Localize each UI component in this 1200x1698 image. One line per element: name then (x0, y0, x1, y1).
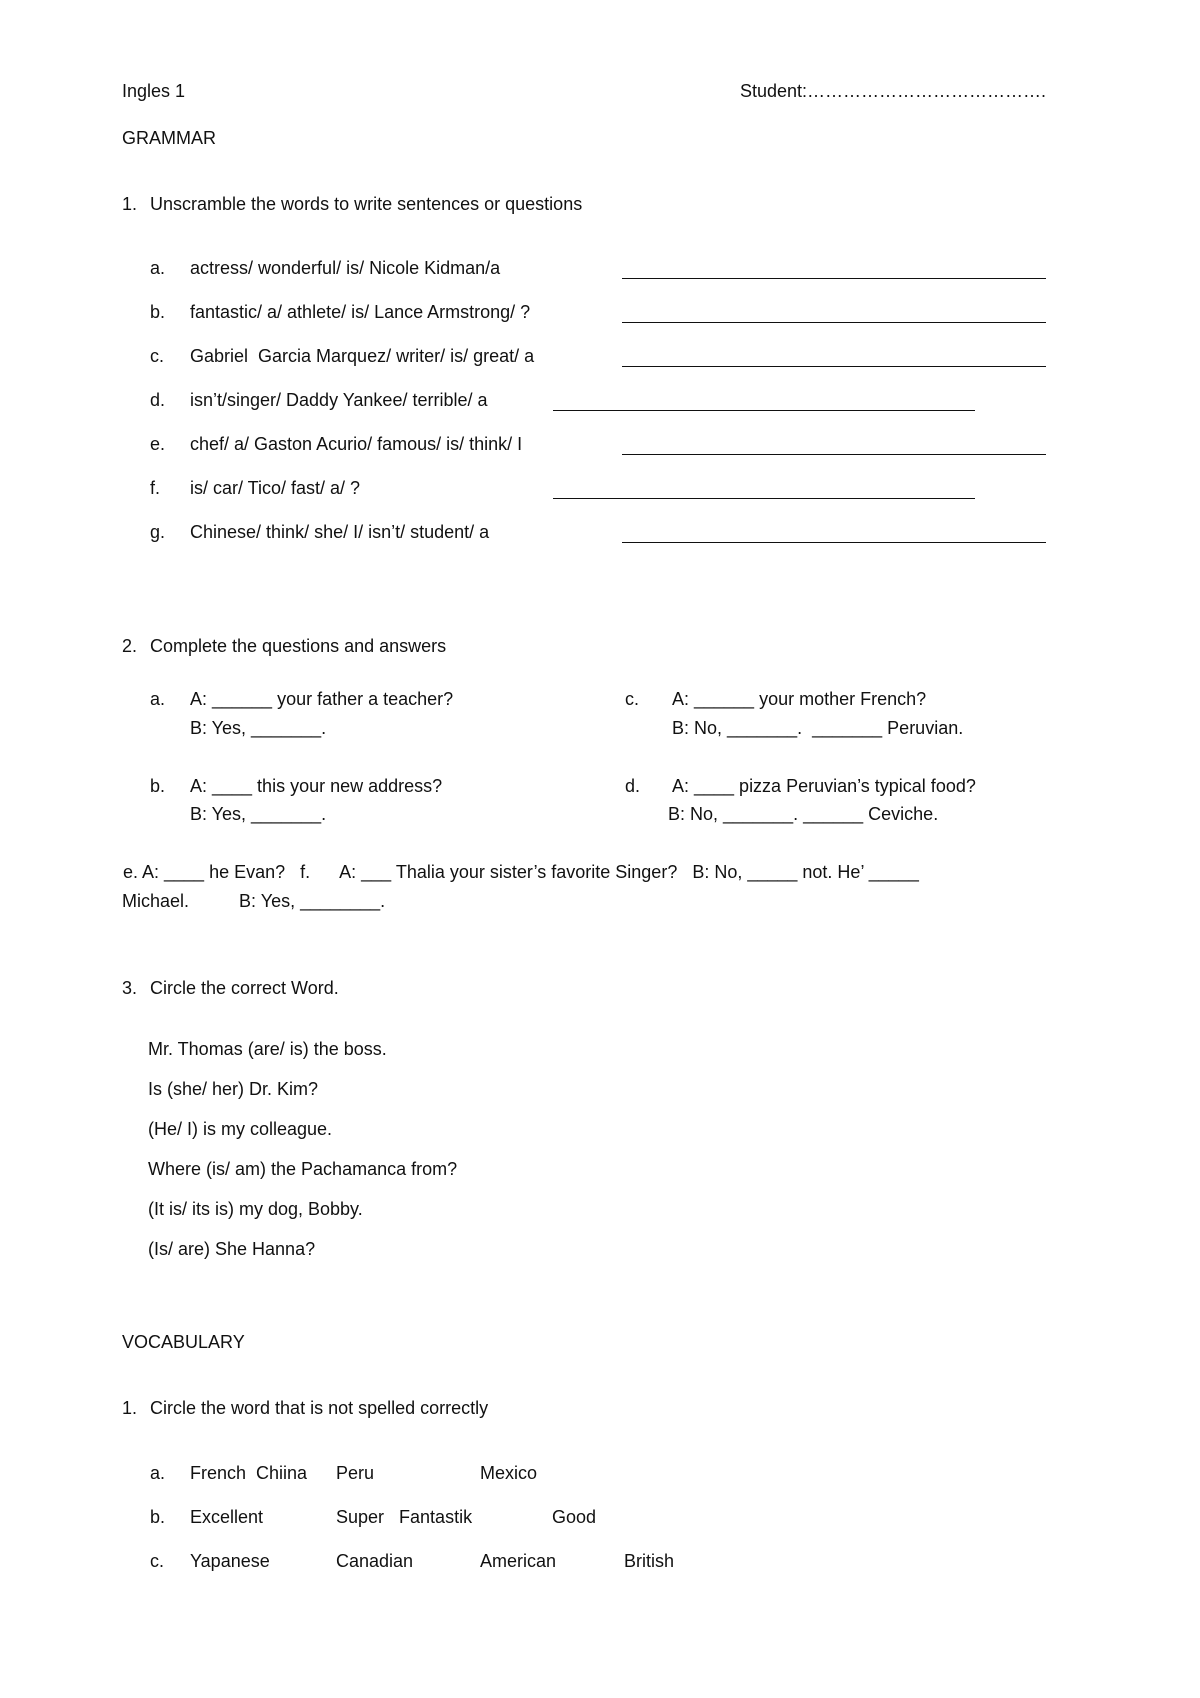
vocab-word[interactable]: Peru (336, 1463, 375, 1483)
grammar-ex3-title: Circle the correct Word. (150, 978, 339, 998)
ex2-item-b-answer: B: Yes, _______. (190, 804, 327, 824)
grammar-ex1-number: 1. (122, 194, 138, 214)
ex2-item-b-question: A: ____ this your new address? (190, 776, 443, 796)
ex1-item-letter: b. (150, 302, 166, 322)
vocab-word[interactable]: Mexico (480, 1463, 538, 1483)
vocab-word[interactable]: Canadian (336, 1551, 414, 1571)
vocab-ex1-title: Circle the word that is not spelled correctly (150, 1398, 489, 1418)
ex2-item-a-question: A: ______ your father a teacher? (190, 689, 454, 709)
ex1-item-letter: e. (150, 434, 166, 454)
answer-line[interactable] (622, 366, 1046, 367)
vocab-word[interactable]: American (480, 1551, 557, 1571)
grammar-ex2-number: 2. (122, 636, 138, 656)
vocab-word[interactable]: French Chiina (190, 1463, 308, 1483)
answer-line[interactable] (553, 498, 975, 499)
ex3-item: (Is/ are) She Hanna? (148, 1239, 316, 1259)
ex2-item-c-question: A: ______ your mother French? (672, 689, 927, 709)
ex1-item-text: Chinese/ think/ she/ I/ isn’t/ student/ a (190, 522, 490, 542)
answer-line[interactable] (622, 278, 1046, 279)
ex2-item-c-letter: c. (625, 689, 640, 709)
vocab-word[interactable]: Excellent (190, 1507, 264, 1527)
vocab-row-a-letter: a. (150, 1463, 166, 1483)
ex2-item-b-letter: b. (150, 776, 166, 796)
ex3-item: Where (is/ am) the Pachamanca from? (148, 1159, 458, 1179)
answer-line[interactable] (622, 322, 1046, 323)
vocab-word[interactable]: British (624, 1551, 675, 1571)
ex2-item-d-letter: d. (625, 776, 641, 796)
ex1-item-text: Gabriel Garcia Marquez/ writer/ is/ great/ a (190, 346, 535, 366)
ex2-item-ef-line2: Michael. B: Yes, ________. (122, 891, 386, 911)
ex2-item-ef-line1: e. A: ____ he Evan? f. A: ___ Thalia your sister’s favorite Singer? B: No, _____ not. He’ _____ (118, 862, 919, 882)
ex1-item-text: fantastic/ a/ athlete/ is/ Lance Armstrong/ ? (190, 302, 531, 322)
vocabulary-heading: VOCABULARY (122, 1332, 245, 1352)
answer-line[interactable] (622, 542, 1046, 543)
ex1-item-text: isn’t/singer/ Daddy Yankee/ terrible/ a (190, 390, 488, 410)
vocab-row-c-letter: c. (150, 1551, 165, 1571)
ex1-item-letter: a. (150, 258, 166, 278)
ex1-item-letter: f. (150, 478, 161, 498)
ex1-item-text: actress/ wonderful/ is/ Nicole Kidman/a (190, 258, 501, 278)
ex2-item-d-answer: B: No, _______. ______ Ceviche. (668, 804, 939, 824)
vocab-word[interactable]: Super Fantastik (336, 1507, 473, 1527)
vocab-word[interactable]: Good (552, 1507, 597, 1527)
ex1-item-letter: c. (150, 346, 165, 366)
vocab-word[interactable]: Yapanese (190, 1551, 270, 1571)
ex3-item: (He/ I) is my colleague. (148, 1119, 333, 1139)
vocab-row-b-letter: b. (150, 1507, 166, 1527)
course-title: Ingles 1 (122, 81, 186, 101)
ex3-item: (It is/ its is) my dog, Bobby. (148, 1199, 363, 1219)
ex2-item-a-letter: a. (150, 689, 166, 709)
ex3-item: Mr. Thomas (are/ is) the boss. (148, 1039, 387, 1059)
grammar-ex1-title: Unscramble the words to write sentences or questions (150, 194, 583, 214)
ex2-item-a-answer: B: Yes, _______. (190, 718, 327, 738)
vocab-ex1-number: 1. (122, 1398, 138, 1418)
grammar-ex3-number: 3. (122, 978, 138, 998)
ex2-item-c-answer: B: No, _______. _______ Peruvian. (672, 718, 964, 738)
ex1-item-letter: g. (150, 522, 166, 542)
answer-line[interactable] (553, 410, 975, 411)
student-field[interactable]: Student:…………………………………. (740, 81, 1047, 101)
ex1-item-text: chef/ a/ Gaston Acurio/ famous/ is/ think/ I (190, 434, 523, 454)
answer-line[interactable] (622, 454, 1046, 455)
ex3-item: Is (she/ her) Dr. Kim? (148, 1079, 319, 1099)
ex1-item-letter: d. (150, 390, 166, 410)
grammar-ex2-title: Complete the questions and answers (150, 636, 447, 656)
ex1-item-text: is/ car/ Tico/ fast/ a/ ? (190, 478, 361, 498)
grammar-heading: GRAMMAR (122, 128, 216, 148)
ex2-item-d-question: A: ____ pizza Peruvian’s typical food? (672, 776, 976, 796)
